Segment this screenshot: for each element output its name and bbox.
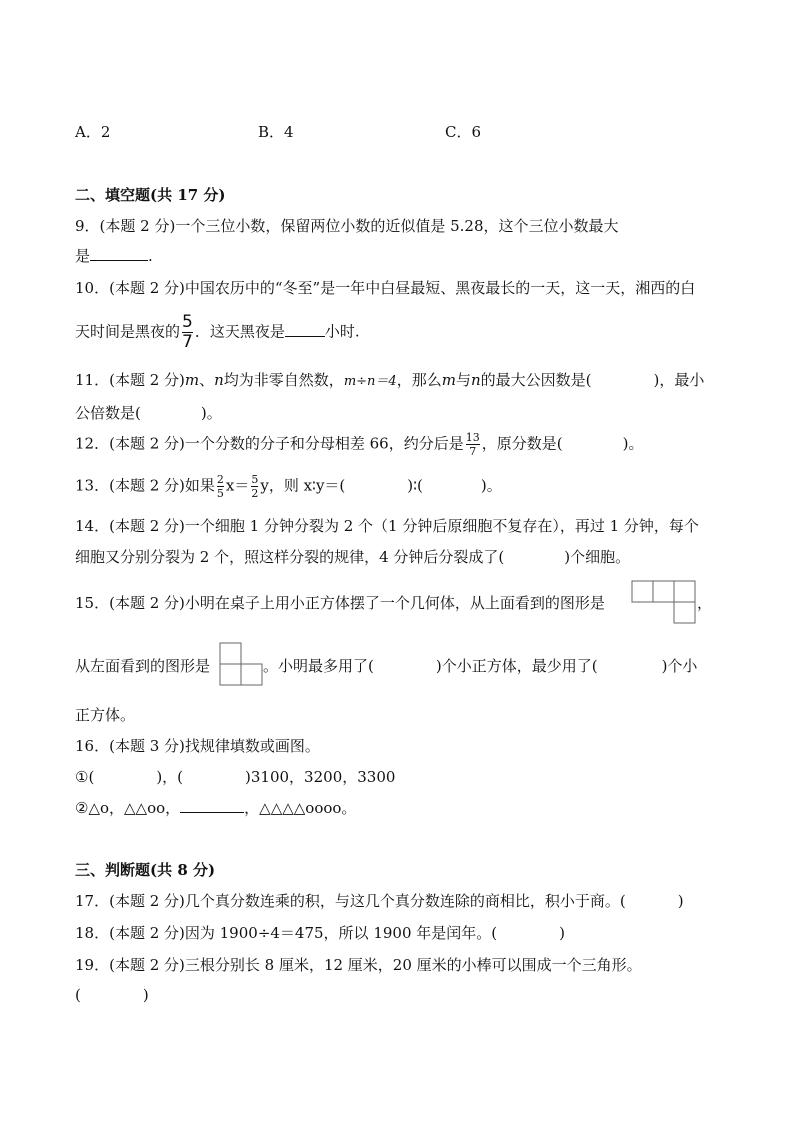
q11-equation: m÷n＝4 bbox=[343, 374, 397, 389]
var-m: m bbox=[184, 371, 200, 389]
question-10: 10．(本题 2 分)中国农历中的“冬至”是一年中白昼最短、黑夜最长的一天，这一天，湘西的白 bbox=[75, 279, 696, 297]
question-12 bbox=[75, 432, 643, 457]
q16-r2b: ，△△△△oooo。 bbox=[244, 799, 357, 817]
answer-blank[interactable] bbox=[285, 322, 325, 337]
q18-text: 18．(本题 2 分)因为 1900÷4＝475，所以 1900 年是闰年。( bbox=[75, 924, 498, 942]
var-m: m bbox=[441, 371, 456, 389]
q13-x: x＝ bbox=[225, 476, 250, 495]
q13-end: )。 bbox=[480, 476, 502, 495]
question-9-cont bbox=[75, 245, 153, 266]
fraction-5-2 bbox=[251, 474, 258, 499]
q16-r1b: )，( bbox=[156, 768, 184, 786]
question-13 bbox=[75, 474, 502, 499]
question-16-row1 bbox=[75, 766, 395, 787]
question-14-line2 bbox=[75, 546, 630, 567]
top-view-figure bbox=[631, 580, 697, 624]
q15-line2b: 。小明最多用了( bbox=[263, 657, 374, 675]
q17-text: 17．(本题 2 分)几个真分数连乘的积，与这几个真分数连除的商相比，积小于商。( bbox=[75, 892, 626, 910]
q11-t5: )，最小 bbox=[653, 371, 705, 389]
fraction-5-7 bbox=[182, 314, 193, 351]
q10-pre: 天时间是黑夜的 bbox=[75, 322, 181, 341]
q15-comma: ， bbox=[697, 594, 713, 612]
q16-r2a: ②△o，△△oo， bbox=[75, 799, 181, 817]
question-11-line2 bbox=[75, 402, 222, 423]
q9-end: . bbox=[148, 247, 153, 265]
q11-pre: 11．(本题 2 分) bbox=[75, 371, 185, 389]
question-16-row2 bbox=[75, 797, 356, 818]
q13-y: y，则 x∶y＝( bbox=[260, 476, 346, 495]
answer-blank[interactable] bbox=[180, 798, 244, 813]
fraction-denominator: 5 bbox=[216, 487, 224, 500]
question-19-answer bbox=[75, 986, 149, 1004]
q10-mid: ．这天黑夜是 bbox=[194, 322, 285, 341]
fraction-denominator: 7 bbox=[469, 445, 477, 458]
question-15-line3: 正方体。 bbox=[75, 706, 136, 724]
option-a: A．2 bbox=[75, 123, 111, 141]
q16-r1a: ①( bbox=[75, 768, 95, 786]
q19-close: ) bbox=[142, 986, 149, 1004]
fraction-numerator: 5 bbox=[251, 473, 259, 486]
fraction-denominator: 7 bbox=[182, 332, 193, 352]
q13-colon: )∶( bbox=[407, 476, 423, 495]
q12-post: ，原分数是( bbox=[481, 434, 563, 453]
question-19: 19．(本题 2 分)三根分别长 8 厘米，12 厘米，20 厘米的小棒可以围成一个三角形。 bbox=[75, 956, 642, 974]
q11-t3: 与 bbox=[455, 371, 471, 389]
section-title-judge: 三、判断题(共 8 分) bbox=[75, 861, 216, 879]
q11-sep: 、 bbox=[199, 371, 215, 389]
question-14: 14．(本题 2 分)一个细胞 1 分钟分裂为 2 个（1 分钟后原细胞不复存在），再过 1 分钟，每个 bbox=[75, 517, 699, 535]
q17-end: ) bbox=[677, 892, 684, 910]
q11-line2a: 公倍数是( bbox=[75, 404, 141, 422]
question-15-line2-rest bbox=[263, 655, 697, 676]
fraction-numerator: 13 bbox=[465, 431, 480, 444]
q14-line2b: )个细胞。 bbox=[564, 548, 631, 566]
fraction-13-7 bbox=[466, 432, 480, 457]
q19-open: ( bbox=[75, 986, 81, 1004]
q18-end: ) bbox=[559, 924, 565, 942]
q16-r1c: )3100，3200，3300 bbox=[245, 768, 396, 786]
question-9: 9．(本题 2 分)一个三位小数，保留两位小数的近似值是 5.28，这个三位小数最大 bbox=[75, 217, 619, 235]
option-b: B．4 bbox=[258, 123, 294, 141]
q15-line2c: )个小正方体，最少用了( bbox=[435, 657, 598, 675]
question-10-line2 bbox=[75, 314, 360, 351]
question-15-line2: 从左面看到的图形是 bbox=[75, 657, 211, 675]
left-view-figure bbox=[219, 642, 263, 686]
q11-t2: ，那么 bbox=[396, 371, 442, 389]
q11-t4: 的最大公因数是( bbox=[480, 371, 592, 389]
q12-pre: 12．(本题 2 分)一个分数的分子和分母相差 66，约分后是 bbox=[75, 434, 464, 453]
q15-line2d: )个小 bbox=[661, 657, 698, 675]
question-15 bbox=[75, 592, 605, 613]
q12-end: )。 bbox=[622, 434, 644, 453]
question-18 bbox=[75, 922, 565, 943]
q15-line1a: 15．(本题 2 分)小明在桌子上用小正方体摆了一个几何体，从上面看到的图形是 bbox=[75, 594, 605, 612]
answer-blank[interactable] bbox=[90, 246, 148, 261]
question-11 bbox=[75, 369, 704, 390]
fraction-2-5 bbox=[217, 474, 224, 499]
q14-line2a: 细胞又分别分裂为 2 个，照这样分裂的规律，4 分钟后分裂成了( bbox=[75, 548, 505, 566]
q13-pre: 13．(本题 2 分)如果 bbox=[75, 476, 215, 495]
fraction-numerator: 5 bbox=[182, 312, 193, 332]
q9-cont-text: 是 bbox=[75, 247, 91, 265]
option-c: C．6 bbox=[445, 123, 482, 141]
question-16: 16．(本题 3 分)找规律填数或画图。 bbox=[75, 737, 320, 755]
var-n: n bbox=[470, 371, 481, 389]
fraction-denominator: 2 bbox=[251, 487, 259, 500]
fraction-numerator: 2 bbox=[216, 473, 224, 486]
q11-t1: 均为非零自然数， bbox=[223, 371, 344, 389]
q11-line2b: )。 bbox=[200, 404, 222, 422]
question-17 bbox=[75, 890, 684, 911]
section-title-fill: 二、填空题(共 17 分) bbox=[75, 186, 226, 204]
q10-post: 小时. bbox=[324, 322, 360, 341]
var-n: n bbox=[214, 371, 224, 389]
